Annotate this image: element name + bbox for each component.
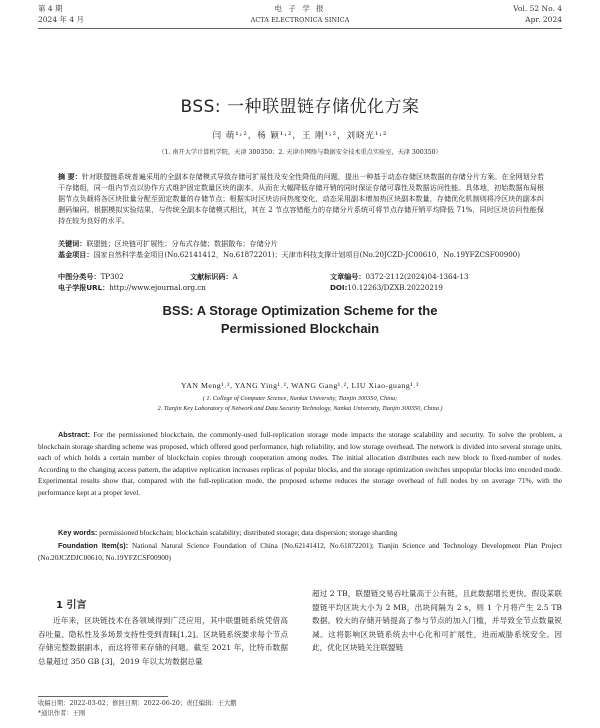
foundation-en-label: Foundation Item(s):: [58, 541, 129, 550]
document-code: [190, 271, 238, 282]
header-month: Apr. 2024: [525, 15, 562, 24]
abstract-en: [38, 429, 562, 499]
header-date: 2024 年 4 月: [38, 15, 85, 24]
footnote-dates: 收稿日期：2022-03-02；修回日期：2022-06-20；责任编辑：王大鹏: [38, 700, 237, 707]
keywords-en-label: Key words:: [58, 528, 98, 537]
keywords-cn-text: 联盟链；区块链可扩展性；分布式存储；数据散布；存储分片: [86, 239, 278, 248]
affiliation-cn: （1. 南开大学计算机学院，天津 300350；2. 天津市网络与数据安全技术重点实验室，天津 300350）: [158, 149, 442, 156]
journal-url: [58, 282, 206, 293]
journal-url-label: 电子学报URL：: [58, 283, 110, 292]
header-journal-cn: 电 子 学 报: [274, 4, 326, 13]
clc-number: [58, 271, 124, 282]
keywords-en: [38, 527, 562, 539]
authors-en: YAN Meng¹˒², YANG Ying¹˒², WANG Gang¹˒², LIU Xiao-guang¹˒²: [181, 381, 419, 390]
journal-url-value[interactable]: http://www.ejournal.org.cn: [109, 283, 206, 292]
abstract-en-text: For the permissioned blockchain, the commonly-used full-replication storage mode impacts the storage scalability and security. To solve the problem, a blockchain storage sharding scheme was proposed, which offered good performance, high reliability, and low storage overhead. The network is divided into several storage units, each of which holds a certain number of blockchain copies through cooperation among nodes. The initial allocation distributes each new block to fixed-number of nodes. According to the changing access pattern, the adaptive replication increases replicas of popular blocks, and the storage optimization switches unpopular blocks into encoded mode. Experimental results show that, compared with the full-replication mode, the proposed scheme reduces the storage overhead of full nodes by on average 71%, with the performance kept at a proper level.: [38, 430, 562, 497]
article-number-value: 0372-2112(2024)04-1364-13: [365, 272, 469, 281]
article-number: [330, 271, 468, 282]
header-rule: [38, 28, 562, 29]
intro-left-column: 近年来，区块链技术在各领域得到广泛应用，其中联盟链系统凭借高吞吐量、隐私性及多场景支持性受到青睐[1,2]。区块链系统要求每个节点存储完整数据副本，而这将带来存储的问题。截至 2021 年，比特币数据总量超过 350 GB [3]，2019 年以太坊数据总量: [38, 616, 288, 666]
fund-cn-label: 基金项目：: [58, 250, 94, 259]
header-volume: Vol. 52 No. 4: [513, 4, 562, 13]
clc-label: 中图分类号：: [58, 272, 101, 281]
authors-cn: 闫 萌¹˒²，杨 颖¹˒²，王 刚¹˒²，刘晓光¹˒²: [212, 131, 388, 141]
keywords-en-text: permissioned blockchain; blockchain scalability; distributed storage; data dispersion; storage sharding: [99, 528, 398, 537]
paper-title-en-line1: BSS: A Storage Optimization Scheme for the: [162, 303, 438, 318]
doi-value[interactable]: 10.12263/DZXB.20220219: [347, 283, 443, 292]
abstract-cn-text: 针对联盟链系统普遍采用的全副本存储模式导致存储可扩展性及安全性降低的问题，提出一种基于动态存储区块数据的存储分片方案。在全网划分若干存储组，同一组内节点以协作方式维护固定数量区块的副本，从而在大幅降低存储开销的同时保证存储可靠性及数据访问性能。具体地，初始数据布局根据节点负载将各区块批量分配至固定数量的存储节点；根据实时区块访问热度变化，动态采用副本增加热区块副本数量，存储优化机制则将冷区块的副本纠删码编码。根据模拟实验结果，与传统全副本存储模式相比，其在 2 节点容错能力的存储分片系统可将节点存储开销平均降低 71%，同时区块访问性能保持在较为良好的水平。: [58, 172, 544, 225]
keywords-cn-label: 关键词：: [58, 239, 87, 248]
doi: [330, 282, 443, 293]
section-heading-intro: 1 引言: [56, 600, 87, 611]
keywords-cn: [58, 238, 544, 249]
clc-value: TP302: [100, 272, 124, 281]
document-code-value: A: [232, 272, 238, 281]
document-code-label: 文献标识码：: [190, 272, 233, 281]
abstract-en-label: Abstract:: [58, 430, 91, 439]
header-issue: 第 4 期: [38, 4, 63, 13]
foundation-en-text: National Natural Science Foundation of China (No.62141412, No.61872201); Tianjin Science and Technology Development Plan Project (No.20JCZDJC00610, No.19YFZCSF00900): [38, 541, 562, 562]
foundation-en: [38, 540, 562, 563]
abstract-cn: [58, 171, 544, 226]
affiliation-en-1: ( 1. College of Computer Science, Nankai University, Tianjin 300350, China;: [202, 395, 398, 402]
header-journal-en: ACTA ELECTRONICA SINICA: [250, 16, 350, 24]
doi-label: DOI:: [330, 283, 348, 292]
fund-cn: [58, 249, 544, 260]
footnote-corresponding: *通讯作者：王刚: [38, 710, 86, 717]
affiliation-en-2: 2. Tianjin Key Laboratory of Network and Data Security Technology, Nankai University, Tianjin 300350, China ): [157, 405, 443, 412]
intro-right-column: 超过 2 TB，联盟链交易吞吐量高于公有链，且此数据增长更快。假设某联盟链平均区块大小为 2 MB，出块间隔为 2 s，则 1 个月将产生 2.5 TB 数据。较大的存储开销提高了参与节点的加入门槛，并导致全节点数量锐减。这将影响区块链系统去中心化和可扩展性，进而威胁系统安全。因此，优化区块链关注联盟链: [312, 589, 562, 653]
article-number-label: 文章编号：: [330, 272, 366, 281]
paper-title-cn: BSS: 一种联盟链存储优化方案: [180, 97, 420, 117]
footnote-rule: [38, 696, 168, 697]
fund-cn-text: 国家自然科学基金项目(No.62141412，No.61872201)；天津市科技支撑计划项目(No.20JCZD-JC00610，No.19YFZCSF00900): [93, 250, 521, 259]
abstract-cn-label: 摘 要：: [58, 172, 82, 181]
paper-title-en-line2: Permissioned Blockchain: [220, 321, 380, 336]
